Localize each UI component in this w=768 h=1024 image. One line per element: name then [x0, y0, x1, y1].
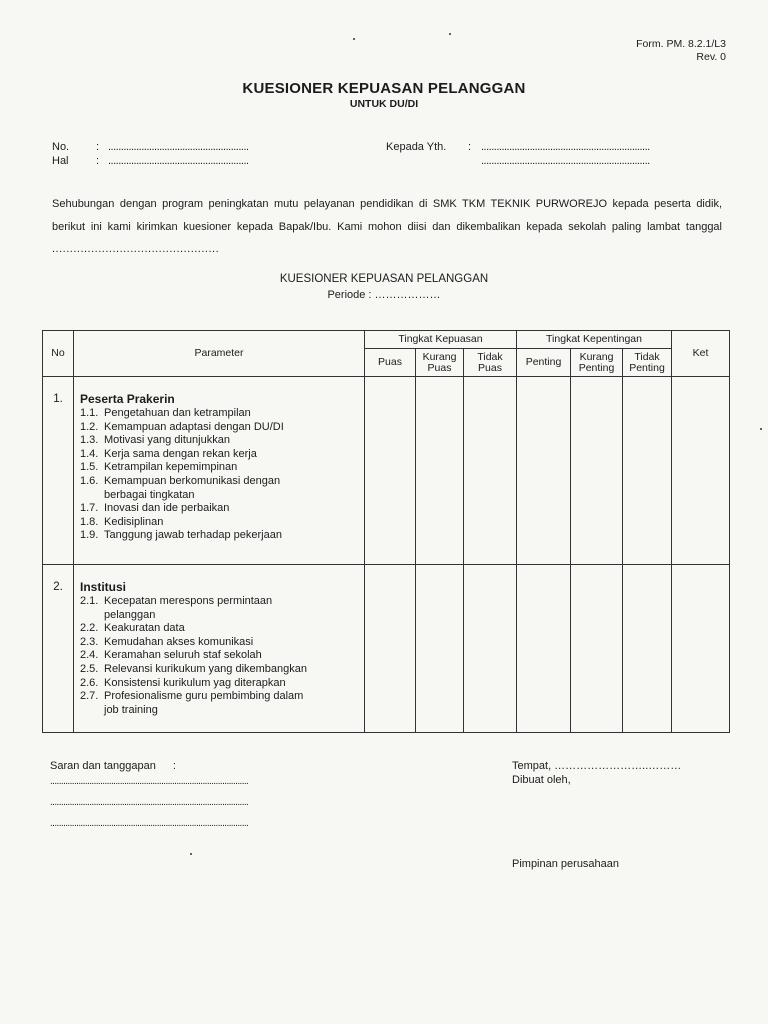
- hal-field[interactable]: .......................................................: [108, 155, 249, 167]
- header-penting: Penting: [517, 349, 571, 377]
- form-code: Form. PM. 8.2.1/L3: [636, 38, 726, 50]
- list-item: 1.1. Pengetahuan dan ketrampilan: [80, 407, 251, 419]
- header-kurang-penting: Kurang Penting: [571, 349, 623, 377]
- cell-tidak-puas[interactable]: [464, 377, 517, 565]
- kepada-field-2[interactable]: ..................................................................: [481, 155, 650, 167]
- list-item: 1.5. Ketrampilan kepemimpinan: [80, 461, 238, 474]
- header-tingkat-kepuasan: Tingkat Kepuasan: [365, 331, 517, 349]
- section-parameters: [74, 377, 365, 565]
- list-item: 2.1. Kecepatan merespons permintaan pelanggan: [80, 595, 273, 621]
- header-tidak-puas: Tidak Puas: [464, 349, 517, 377]
- periode-field: Periode : ………………: [327, 289, 441, 301]
- form-code-block: [636, 38, 726, 64]
- header-puas: Puas: [365, 349, 416, 377]
- revision: Rev. 0: [696, 51, 726, 63]
- section-parameters: [74, 565, 365, 733]
- document-subtitle: UNTUK DU/DI: [349, 98, 419, 110]
- scan-speck: [760, 428, 762, 430]
- intro-text: Sehubungan dengan program peningkatan mutu pelayanan pendidikan di SMK TKM TEKNIK PURWOREJO kepada peserta didik, berikut ini kami kirimkan kuesioner kepada Bapak/Ibu. Kami mohon diisi dan dikembalikan kepada sekolah paling lambat tanggal: [52, 198, 722, 233]
- list-item: 1.8. Kedisiplinan: [80, 515, 164, 528]
- scan-speck: [353, 38, 355, 40]
- no-colon: :: [96, 141, 100, 153]
- saran-label: Saran dan tanggapan: [50, 760, 156, 772]
- kepada-label: Kepada Yth.: [386, 141, 447, 153]
- scan-speck: [190, 853, 192, 855]
- pimpinan-label: Pimpinan perusahaan: [512, 858, 620, 870]
- cell-ket[interactable]: [672, 565, 730, 733]
- intro-paragraph: [52, 193, 722, 261]
- list-item: 2.3. Kemudahan akses komunikasi: [80, 635, 254, 648]
- kepada-colon: :: [468, 141, 472, 153]
- tempat-field[interactable]: Tempat, ……………………..………: [512, 760, 682, 772]
- list-item: 2.2. Keakuratan data: [80, 622, 185, 635]
- section-number: 1.: [43, 377, 74, 565]
- cell-puas[interactable]: [365, 377, 416, 565]
- list-item: 1.3. Motivasi yang ditunjukkan: [80, 434, 230, 447]
- list-item: 2.7. Profesionalisme guru pembimbing dalam job training: [80, 690, 304, 716]
- saran-line-3[interactable]: ...........................................................................................: [50, 818, 249, 829]
- table-row: [43, 377, 730, 565]
- cell-kurang-puas[interactable]: [416, 565, 464, 733]
- list-item: 1.6. Kemampuan berkomunikasi dengan berbagai tingkatan: [80, 474, 281, 501]
- cell-tidak-penting[interactable]: [623, 377, 672, 565]
- list-item: 2.6. Konsistensi kurikulum yag diterapkan: [80, 676, 286, 689]
- cell-kurang-puas[interactable]: [416, 377, 464, 565]
- no-field[interactable]: .......................................................: [108, 141, 249, 153]
- cell-kurang-penting[interactable]: [571, 377, 623, 565]
- list-item: 2.4. Keramahan seluruh staf sekolah: [80, 649, 262, 662]
- no-label: No.: [52, 141, 70, 153]
- kepada-field-1[interactable]: ..................................................................: [481, 141, 650, 153]
- hal-label: Hal: [52, 155, 69, 167]
- cell-tidak-penting[interactable]: [623, 565, 672, 733]
- header-kurang-puas: Kurang Puas: [416, 349, 464, 377]
- parameter-list: [80, 595, 364, 717]
- list-item: 1.7. Inovasi dan ide perbaikan: [80, 502, 230, 515]
- header-ket: Ket: [672, 331, 730, 377]
- cell-kurang-penting[interactable]: [571, 565, 623, 733]
- questionnaire-title: KUESIONER KEPUASAN PELANGGAN: [279, 273, 489, 285]
- deadline-field[interactable]: ...............................................: [52, 243, 220, 255]
- list-item: 1.9. Tanggung jawab terhadap pekerjaan: [80, 529, 282, 542]
- saran-line-2[interactable]: ...........................................................................................: [50, 797, 249, 808]
- document-title: KUESIONER KEPUASAN PELANGGAN: [242, 80, 526, 97]
- cell-ket[interactable]: [672, 377, 730, 565]
- section-title: Institusi: [80, 580, 127, 594]
- questionnaire-table: [42, 330, 730, 733]
- parameter-list: [80, 407, 364, 543]
- header-tingkat-kepentingan: Tingkat Kepentingan: [517, 331, 672, 349]
- cell-puas[interactable]: [365, 565, 416, 733]
- header-parameter: Parameter: [74, 331, 365, 377]
- cell-tidak-puas[interactable]: [464, 565, 517, 733]
- section-title: Peserta Prakerin: [80, 392, 175, 406]
- scan-speck: [449, 33, 451, 35]
- section-number: 2.: [43, 565, 74, 733]
- dibuat-oleh: Dibuat oleh,: [512, 774, 571, 786]
- list-item: 1.4. Kerja sama dengan rekan kerja: [80, 447, 257, 460]
- list-item: 1.2. Kemampuan adaptasi dengan DU/DI: [80, 420, 284, 433]
- saran-colon: :: [172, 760, 176, 772]
- cell-penting[interactable]: [517, 565, 571, 733]
- saran-label-block: [50, 760, 176, 772]
- saran-line-1[interactable]: ...........................................................................................: [50, 776, 249, 787]
- list-item: 2.5. Relevansi kurikukum yang dikembangkan: [80, 662, 307, 675]
- table-row: [43, 565, 730, 733]
- hal-colon: :: [96, 155, 100, 167]
- header-tidak-penting: Tidak Penting: [623, 349, 672, 377]
- cell-penting[interactable]: [517, 377, 571, 565]
- header-no: No: [43, 331, 74, 377]
